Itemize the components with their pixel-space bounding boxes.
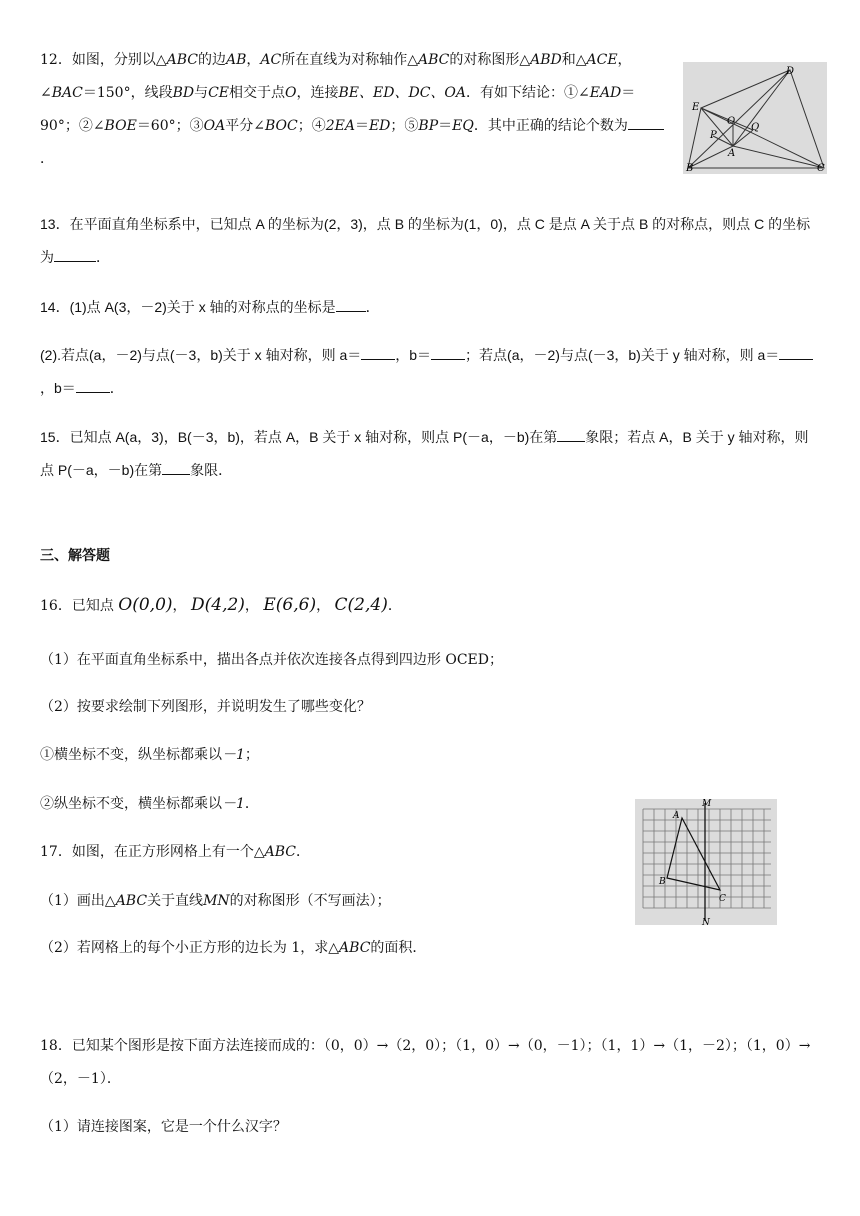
section-heading: 三、解答题 [40, 548, 110, 564]
label-P: P [710, 130, 717, 141]
label-C: C [719, 894, 726, 904]
question-13: 13．在平面直角坐标系中，已知点 A 的坐标为(2，3)，点 B 的坐标为(1，0)，点 C 是点 A 关于点 B 的对称点，则点 C 的坐标为 ． [40, 216, 811, 265]
answer-blank[interactable] [557, 427, 585, 442]
label-A: A [728, 148, 736, 159]
label-B: B [686, 163, 694, 174]
label-D: D [786, 66, 795, 77]
label-M: M [702, 799, 712, 809]
figure-q12 [683, 62, 827, 174]
question-16-stem: 16．已知点 O(0,0)， D(4,2)， E(6,6)， C(2,4)． [40, 595, 402, 615]
geometry-figure-q12 [683, 62, 827, 174]
answer-blank[interactable] [431, 345, 465, 360]
question-17-sub1: （1）画出△ABC关于直线MN的对称图形（不写画法）； [40, 893, 391, 909]
question-16-sub1: （1）在平面直角坐标系中，描出各点并依次连接各点得到四边形 OCED； [40, 652, 503, 668]
question-16-sub3: ①横坐标不变，纵坐标都乘以－1； [40, 747, 259, 763]
answer-blank[interactable] [54, 247, 96, 262]
label-Q: Q [751, 122, 760, 133]
answer-blank[interactable] [361, 345, 395, 360]
question-18: 18．已知某个图形是按下面方法连接而成的：（0，0）→（2，0）；（1，0）→（0，－1）；（1，1）→（1，－2）；（1，0）→（2，－1）． [40, 1038, 811, 1087]
question-12: 12．如图，分别以△ABC的边AB，AC所在直线为对称轴作△ABC的对称图形△ABD和△ACE，∠BAC＝150°，线段BD与CE相交于点O，连接BE、ED、DC、OA．有如下结论：①∠EAD＝90°；②∠BOE＝60°；③OA平分∠BOC；④2EA＝ED；⑤BP＝EQ．其中正确的结论个数为． [40, 44, 670, 176]
answer-blank[interactable] [779, 345, 813, 360]
question-16-sub2: （2）按要求绘制下列图形，并说明发生了哪些变化？ [40, 699, 371, 715]
label-B: B [659, 877, 666, 887]
question-14-part2: (2).若点(a，－2)与点(－3，b)关于 x 轴对称，则 a＝ ，b＝ ；若点(a，－2)与点(－3，b)关于 y 轴对称，则 a＝，b＝ ． [40, 339, 822, 405]
question-18-sub1: （1）请连接图案，它是一个什么汉字？ [40, 1119, 287, 1135]
question-16-sub4: ②纵坐标不变，横坐标都乘以－1． [40, 796, 259, 812]
answer-blank[interactable] [628, 115, 664, 130]
label-N: N [702, 918, 710, 925]
answer-blank[interactable] [336, 297, 366, 312]
label-C: C [817, 163, 825, 174]
answer-blank[interactable] [162, 460, 190, 475]
label-O: O [727, 116, 736, 127]
label-A: A [673, 811, 680, 821]
question-15: 15．已知点 A(a，3)，B(－3，b)，若点 A，B 关于 x 轴对称，则点 P(－a，－b)在第 象限；若点 A，B 关于 y 轴对称，则点 P(－a，－b)在第 象限． [40, 429, 809, 478]
label-E: E [692, 102, 700, 113]
figure-q17 [635, 799, 777, 925]
answer-blank[interactable] [76, 378, 110, 393]
grid-figure-q17 [635, 799, 777, 925]
question-17-sub2: （2）若网格上的每个小正方形的边长为 1，求△ABC的面积． [40, 940, 427, 956]
question-14-part1: 14．(1)点 A(3，－2)关于 x 轴的对称点的坐标是 ． [40, 299, 380, 315]
question-17-stem: 17．如图，在正方形网格上有一个△ABC． [40, 844, 310, 860]
